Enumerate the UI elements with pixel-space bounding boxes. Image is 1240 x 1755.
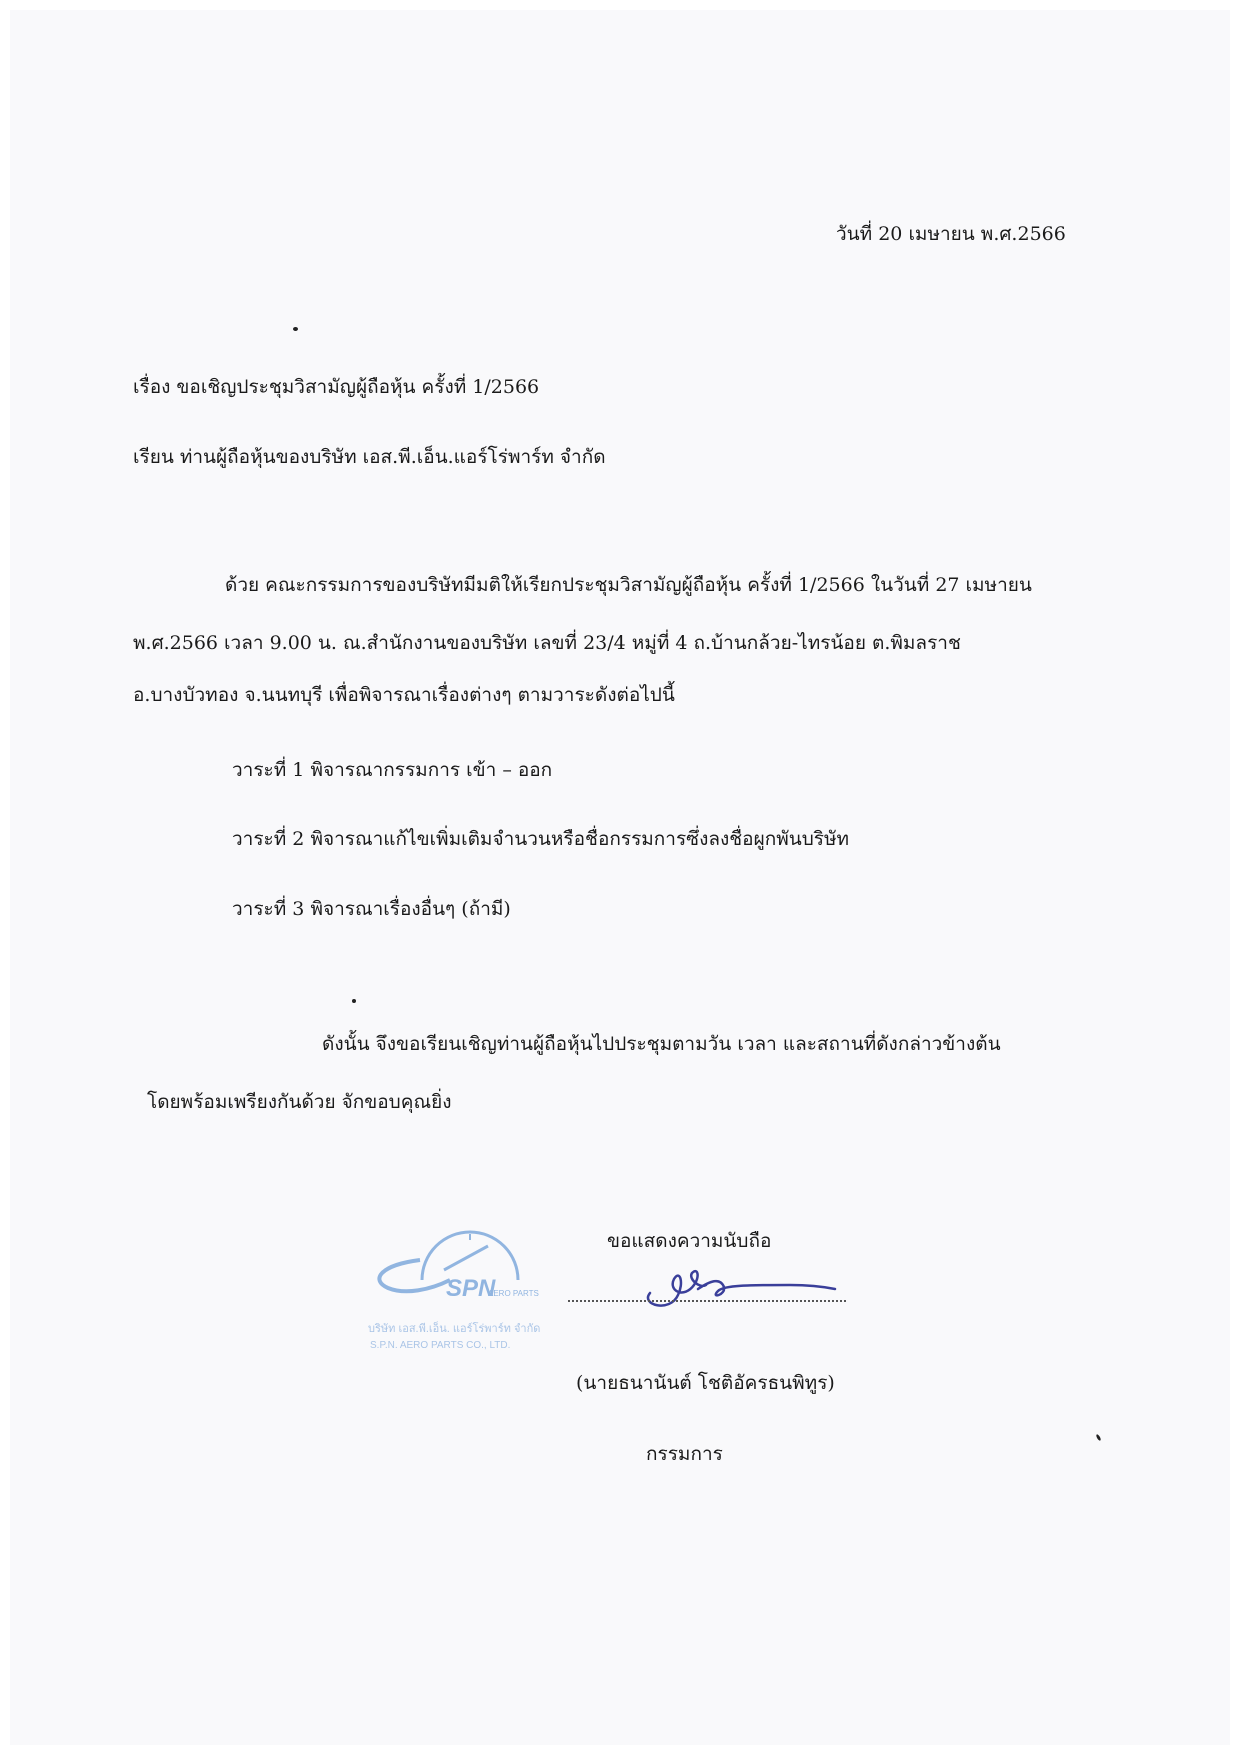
- company-stamp: [360, 1210, 550, 1360]
- letter-date: วันที่ 20 เมษายน พ.ศ.2566: [836, 223, 1066, 245]
- signer-title: กรรมการ: [646, 1443, 723, 1465]
- letter-subject: เรื่อง ขอเชิญประชุมวิสามัญผู้ถือหุ้น ครั้งที่ 1/2566: [133, 376, 540, 398]
- stamp-logo-text: SPN: [446, 1275, 496, 1302]
- body-paragraph-1-line-3: อ.บางบัวทอง จ.นนทบุรี เพื่อพิจารณาเรื่องต่างๆ ตามวาระดังต่อไปนี้: [133, 684, 675, 706]
- body-paragraph-2-line-2: โดยพร้อมเพรียงกันด้วย จักขอบคุณยิ่ง: [147, 1091, 452, 1113]
- body-paragraph-2-line-1: ดังนั้น จึงขอเรียนเชิญท่านผู้ถือหุ้นไปประชุมตามวัน เวลา และสถานที่ดังกล่าวข้างต้น: [322, 1033, 1001, 1055]
- letter-recipient: เรียน ท่านผู้ถือหุ้นของบริษัท เอส.พี.เอ็น.แอร์โร่พาร์ท จำกัด: [133, 446, 606, 468]
- letter-page: [10, 10, 1230, 1745]
- signature-line: [568, 1300, 846, 1302]
- body-paragraph-1-line-1: ด้วย คณะกรรมการของบริษัทมีมติให้เรียกประชุมวิสามัญผู้ถือหุ้น ครั้งที่ 1/2566 ในวันที่ 27 เมษายน: [225, 574, 1032, 596]
- agenda-item-3: วาระที่ 3 พิจารณาเรื่องอื่นๆ (ถ้ามี): [232, 898, 511, 920]
- stamp-company-th: บริษัท เอส.พี.เอ็น. แอร์โร่พาร์ท จำกัด: [368, 1323, 541, 1335]
- signer-name: (นายธนานันต์ โชติอัครธนพิทูร): [576, 1372, 835, 1394]
- stamp-logo-subtext: AERO PARTS: [488, 1289, 539, 1298]
- ink-speck: [352, 999, 356, 1003]
- ink-speck: [293, 327, 298, 331]
- agenda-item-1: วาระที่ 1 พิจารณากรรมการ เข้า – ออก: [232, 759, 553, 781]
- agenda-item-2: วาระที่ 2 พิจารณาแก้ไขเพิ่มเติมจำนวนหรือชื่อกรรมการซึ่งลงชื่อผูกพันบริษัท: [232, 828, 850, 850]
- body-paragraph-1-line-2: พ.ศ.2566 เวลา 9.00 น. ณ.สำนักงานของบริษัท เลขที่ 23/4 หมู่ที่ 4 ถ.บ้านกล้วย-ไทรน้อย ต.พิมลราช: [133, 632, 961, 654]
- letter-closing: ขอแสดงความนับถือ: [607, 1230, 772, 1252]
- signature-mark: [640, 1255, 840, 1315]
- stamp-company-en: S.P.N. AERO PARTS CO., LTD.: [370, 1340, 511, 1351]
